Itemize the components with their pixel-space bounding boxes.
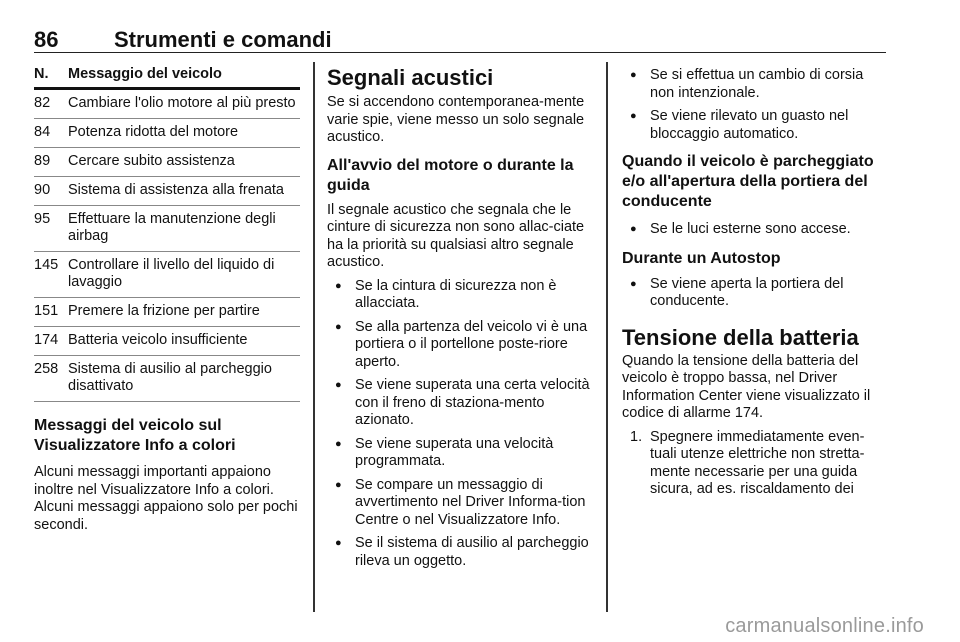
list-item: ● Se la cintura di sicurezza non è allacciata. [327,278,593,313]
table-row [34,356,300,402]
engine-start-body: Il segnale acustico che segnala che le cinture di sicurezza non sono allac-ciate ha la priorità su qualsiasi altro segnale acustico. [327,201,585,270]
column-divider [313,62,315,612]
acoustic-bullets-continued [622,67,888,143]
autostop-heading: Durante un Autostop [622,249,781,267]
list-item: ● Se viene rilevato un guasto nel bloccaggio automatico. [622,108,888,143]
column-divider [606,62,608,612]
message-code: 89 [34,153,51,169]
list-item: ● Se viene superata una velocità programmata. [327,436,593,471]
list-item: ● Se il sistema di ausilio al parcheggio rileva un oggetto. [327,535,593,570]
list-item: ● Se alla partenza del veicolo vi è una portiera o il portellone poste-riore aperto. [327,319,593,372]
table-row [34,119,300,148]
step-number: 1. [630,428,643,445]
table-header-message: Messaggio del veicolo [68,66,222,82]
table-header-number: N. [34,66,49,82]
message-table-body [34,90,300,402]
message-code: 90 [34,182,51,198]
list-item: ● Se si effettua un cambio di corsia non intenzionale. [622,67,888,102]
message-code: 84 [34,124,51,140]
table-row [34,206,300,252]
list-item [622,429,888,499]
table-row [34,148,300,177]
message-code: 95 [34,211,51,227]
parked-bullets [622,221,888,239]
message-text: Effettuare la manutenzione degli airbag [68,211,276,244]
list-item: ● Se le luci esterne sono accese. [622,221,888,239]
step-text: Spegnere immediatamente even-tuali utenze elettriche non stretta-mente necessarie per una guida sicura, ad es. riscaldamento dei [650,428,865,497]
page-header [34,22,886,53]
list-item: ● Se viene aperta la portiera del conducente. [622,276,888,311]
message-code: 82 [34,95,51,111]
watermark: carmanualsonline.info [725,615,924,637]
message-text: Cercare subito assistenza [68,153,235,169]
table-row [34,298,300,327]
engine-start-heading: All'avvio del motore o durante la guida [327,156,574,194]
message-code: 145 [34,257,59,273]
column-middle [327,62,593,570]
message-text: Potenza ridotta del motore [68,124,239,140]
message-code: 174 [34,332,59,348]
engine-start-bullets [327,278,593,571]
table-row [34,90,300,119]
message-text: Sistema di assistenza alla frenata [68,182,284,198]
battery-heading: Tensione della batteria [622,324,859,350]
acoustic-heading: Segnali acustici [327,65,494,90]
acoustic-intro: Se si accendono contemporanea-mente varie spie, viene messo un solo segnale acustico. [327,94,585,145]
table-row [34,252,300,298]
message-text: Sistema di ausilio al parcheggio disattivato [68,361,272,394]
message-text: Controllare il livello del liquido di lavaggio [68,257,275,290]
autostop-bullets [622,276,888,311]
color-display-heading: Messaggi del veicolo sul Visualizzatore Info a colori [34,417,236,454]
list-item: ● Se compare un messaggio di avvertimento nel Driver Informa-tion Centre o nel Visualizzatore Info. [327,477,593,530]
message-code: 151 [34,303,59,319]
message-text: Cambiare l'olio motore al più presto [68,95,296,111]
list-item: ● Se viene superata una certa velocità con il freno di staziona-mento azionato. [327,377,593,430]
parked-heading: Quando il veicolo è parcheggiato e/o all'apertura della portiera del conducente [622,153,874,210]
message-text: Batteria veicolo insufficiente [68,332,248,348]
column-left [34,62,300,534]
table-row [34,177,300,206]
message-code: 258 [34,361,59,377]
page-number: 86 [34,27,59,52]
battery-steps [622,429,888,499]
table-header [34,62,300,90]
column-right [622,62,888,499]
page-title: Strumenti e comandi [114,27,332,52]
color-display-body: Alcuni messaggi importanti appaiono inoltre nel Visualizzatore Info a colori. Alcuni messaggi appaiono solo per pochi secondi. [34,464,298,533]
battery-body: Quando la tensione della batteria del veicolo è troppo bassa, nel Driver Information Center viene visualizzato il codice di allarme 174. [622,352,871,421]
message-text: Premere la frizione per partire [68,303,260,319]
table-row [34,327,300,356]
